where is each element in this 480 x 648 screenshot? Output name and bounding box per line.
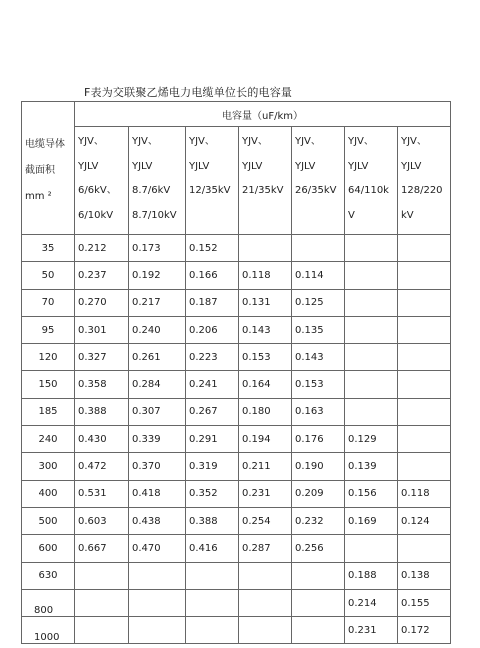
capacitance-value-cell — [292, 235, 345, 262]
capacitance-value-cell: 0.187 — [186, 289, 239, 316]
table-row — [22, 507, 451, 534]
capacitance-value-cell: 0.194 — [239, 426, 292, 453]
column-header-2 — [129, 127, 186, 235]
capacitance-value-cell: 0.206 — [186, 316, 239, 343]
column-header-5-line-2: YJLV — [295, 160, 316, 172]
capacitance-value-cell: 0.180 — [239, 398, 292, 425]
capacitance-value-cell: 0.172 — [398, 617, 451, 644]
conductor-size-cell: 500 — [22, 507, 75, 534]
table-row — [22, 316, 451, 343]
capacitance-value-cell — [75, 589, 129, 616]
conductor-size-cell: 300 — [22, 453, 75, 480]
conductor-size-cell: 800 — [22, 589, 75, 616]
conductor-size-cell: 35 — [22, 235, 75, 262]
capacitance-value-cell — [398, 426, 451, 453]
conductor-size-cell: 150 — [22, 371, 75, 398]
size-header-line-2: 截面积 — [25, 165, 55, 176]
capacitance-value-cell: 0.531 — [75, 480, 129, 507]
capacitance-value-cell: 0.155 — [398, 589, 451, 616]
capacitance-header-cell: 电容量（uF/km） — [75, 102, 451, 127]
table-row — [22, 453, 451, 480]
table-row — [22, 589, 451, 616]
capacitance-value-cell: 0.254 — [239, 507, 292, 534]
capacitance-value-cell: 0.319 — [186, 453, 239, 480]
conductor-size-cell: 240 — [22, 426, 75, 453]
table-row — [22, 398, 451, 425]
capacitance-value-cell — [239, 589, 292, 616]
table-row — [22, 617, 451, 644]
capacitance-value-cell — [398, 235, 451, 262]
capacitance-value-cell: 0.188 — [345, 562, 398, 589]
capacitance-value-cell — [398, 344, 451, 371]
capacitance-value-cell: 0.164 — [239, 371, 292, 398]
capacitance-value-cell: 0.153 — [292, 371, 345, 398]
header-row-voltages — [22, 127, 451, 235]
capacitance-value-cell: 0.143 — [292, 344, 345, 371]
column-header-6-line-1: YJV、 — [348, 136, 374, 147]
table-row — [22, 562, 451, 589]
capacitance-value-cell — [292, 589, 345, 616]
conductor-size-cell: 50 — [22, 262, 75, 289]
capacitance-value-cell: 0.139 — [345, 453, 398, 480]
table-row — [22, 235, 451, 262]
capacitance-value-cell: 0.416 — [186, 535, 239, 562]
capacitance-value-cell — [239, 235, 292, 262]
column-header-1-line-3: 6/6kV、 — [78, 185, 117, 196]
capacitance-value-cell — [345, 262, 398, 289]
column-header-4-line-1: YJV、 — [242, 136, 268, 147]
table-row — [22, 426, 451, 453]
table-row — [22, 480, 451, 507]
column-header-5-line-1: YJV、 — [295, 136, 321, 147]
column-header-2-line-3: 8.7/6kV — [132, 185, 171, 196]
capacitance-value-cell: 0.388 — [186, 507, 239, 534]
column-header-7-line-1: YJV、 — [401, 136, 427, 147]
column-header-4-line-4 — [242, 204, 291, 229]
capacitance-value-cell: 0.231 — [239, 480, 292, 507]
capacitance-value-cell: 0.667 — [75, 535, 129, 562]
column-header-6-line-2: YJLV — [348, 160, 369, 172]
conductor-size-cell: 120 — [22, 344, 75, 371]
capacitance-value-cell — [398, 535, 451, 562]
capacitance-value-cell: 0.118 — [398, 480, 451, 507]
capacitance-value-cell: 0.173 — [129, 235, 186, 262]
capacitance-value-cell: 0.217 — [129, 289, 186, 316]
table-row — [22, 262, 451, 289]
capacitance-value-cell: 0.131 — [239, 289, 292, 316]
capacitance-value-cell — [398, 398, 451, 425]
capacitance-value-cell: 0.118 — [239, 262, 292, 289]
capacitance-value-cell — [239, 562, 292, 589]
column-header-4 — [239, 127, 292, 235]
capacitance-value-cell: 0.240 — [129, 316, 186, 343]
capacitance-value-cell: 0.430 — [75, 426, 129, 453]
capacitance-value-cell — [398, 371, 451, 398]
table-row — [22, 344, 451, 371]
capacitance-value-cell — [186, 617, 239, 644]
conductor-size-cell: 185 — [22, 398, 75, 425]
capacitance-value-cell: 0.125 — [292, 289, 345, 316]
column-header-1 — [75, 127, 129, 235]
capacitance-value-cell: 0.603 — [75, 507, 129, 534]
conductor-size-cell: 95 — [22, 316, 75, 343]
capacitance-value-cell — [129, 617, 186, 644]
column-header-7-line-2: YJLV — [401, 160, 422, 172]
column-header-3-line-2: YJLV — [189, 160, 210, 172]
capacitance-value-cell: 0.223 — [186, 344, 239, 371]
capacitance-value-cell: 0.231 — [345, 617, 398, 644]
capacitance-value-cell: 0.339 — [129, 426, 186, 453]
capacitance-value-cell: 0.327 — [75, 344, 129, 371]
capacitance-value-cell — [292, 617, 345, 644]
capacitance-value-cell: 0.241 — [186, 371, 239, 398]
table-title: F表为交联聚乙烯电力电缆单位长的电容量 — [84, 86, 293, 99]
capacitance-value-cell: 0.261 — [129, 344, 186, 371]
capacitance-table — [21, 101, 451, 644]
size-header-cell — [22, 102, 75, 235]
capacitance-value-cell: 0.301 — [75, 316, 129, 343]
capacitance-value-cell — [186, 562, 239, 589]
capacitance-value-cell: 0.256 — [292, 535, 345, 562]
capacitance-value-cell: 0.152 — [186, 235, 239, 262]
column-header-2-line-1: YJV、 — [132, 136, 158, 147]
capacitance-value-cell: 0.370 — [129, 453, 186, 480]
capacitance-value-cell: 0.472 — [75, 453, 129, 480]
capacitance-value-cell: 0.287 — [239, 535, 292, 562]
column-header-6 — [345, 127, 398, 235]
capacitance-value-cell — [345, 535, 398, 562]
capacitance-value-cell: 0.209 — [292, 480, 345, 507]
column-header-5-line-4 — [295, 204, 344, 229]
size-header-line-3: mm ² — [25, 191, 52, 202]
column-header-3-line-1: YJV、 — [189, 136, 215, 147]
capacitance-value-cell: 0.232 — [292, 507, 345, 534]
column-header-7-line-4: kV — [401, 209, 414, 221]
column-header-7-line-3: 128/220 — [401, 185, 443, 196]
table-row — [22, 371, 451, 398]
capacitance-value-cell — [186, 589, 239, 616]
conductor-size-cell: 600 — [22, 535, 75, 562]
capacitance-value-cell: 0.214 — [345, 589, 398, 616]
capacitance-value-cell: 0.192 — [129, 262, 186, 289]
capacitance-value-cell — [398, 453, 451, 480]
column-header-1-line-4: 6/10kV — [78, 209, 114, 221]
capacitance-value-cell: 0.143 — [239, 316, 292, 343]
column-header-3-line-4 — [189, 204, 238, 229]
column-header-5 — [292, 127, 345, 235]
capacitance-value-cell: 0.163 — [292, 398, 345, 425]
table-row — [22, 289, 451, 316]
conductor-size-cell: 1000 — [22, 617, 75, 644]
capacitance-value-cell: 0.307 — [129, 398, 186, 425]
capacitance-value-cell — [345, 398, 398, 425]
capacitance-value-cell: 0.358 — [75, 371, 129, 398]
conductor-size-cell: 70 — [22, 289, 75, 316]
capacitance-value-cell: 0.176 — [292, 426, 345, 453]
capacitance-value-cell — [345, 235, 398, 262]
capacitance-value-cell: 0.166 — [186, 262, 239, 289]
capacitance-value-cell — [345, 316, 398, 343]
column-header-1-line-2: YJLV — [78, 160, 99, 172]
capacitance-value-cell: 0.284 — [129, 371, 186, 398]
column-header-6-line-3: 64/110k — [348, 185, 389, 196]
capacitance-value-cell: 0.418 — [129, 480, 186, 507]
capacitance-value-cell: 0.138 — [398, 562, 451, 589]
capacitance-value-cell: 0.237 — [75, 262, 129, 289]
capacitance-value-cell — [398, 316, 451, 343]
capacitance-value-cell: 0.267 — [186, 398, 239, 425]
capacitance-value-cell: 0.124 — [398, 507, 451, 534]
capacitance-value-cell: 0.212 — [75, 235, 129, 262]
table-row — [22, 535, 451, 562]
capacitance-value-cell — [129, 589, 186, 616]
capacitance-value-cell: 0.291 — [186, 426, 239, 453]
column-header-7 — [398, 127, 451, 235]
capacitance-value-cell: 0.169 — [345, 507, 398, 534]
conductor-size-cell: 630 — [22, 562, 75, 589]
capacitance-value-cell: 0.114 — [292, 262, 345, 289]
capacitance-value-cell: 0.438 — [129, 507, 186, 534]
capacitance-value-cell — [129, 562, 186, 589]
column-header-4-line-3: 21/35kV — [242, 185, 284, 196]
capacitance-value-cell — [345, 289, 398, 316]
capacitance-value-cell: 0.129 — [345, 426, 398, 453]
capacitance-value-cell: 0.156 — [345, 480, 398, 507]
capacitance-value-cell — [398, 289, 451, 316]
column-header-4-line-2: YJLV — [242, 160, 263, 172]
capacitance-value-cell: 0.270 — [75, 289, 129, 316]
conductor-size-cell: 400 — [22, 480, 75, 507]
column-header-2-line-4: 8.7/10kV — [132, 209, 177, 221]
capacitance-value-cell: 0.190 — [292, 453, 345, 480]
capacitance-value-cell: 0.388 — [75, 398, 129, 425]
column-header-1-line-1: YJV、 — [78, 136, 104, 147]
column-header-2-line-2: YJLV — [132, 160, 153, 172]
capacitance-value-cell — [292, 562, 345, 589]
capacitance-value-cell — [345, 371, 398, 398]
size-header-line-1: 电缆导体 — [25, 139, 65, 150]
capacitance-value-cell — [239, 617, 292, 644]
capacitance-value-cell: 0.135 — [292, 316, 345, 343]
capacitance-value-cell — [75, 617, 129, 644]
capacitance-value-cell — [398, 262, 451, 289]
column-header-3 — [186, 127, 239, 235]
capacitance-value-cell: 0.470 — [129, 535, 186, 562]
capacitance-value-cell: 0.211 — [239, 453, 292, 480]
column-header-6-line-4: V — [348, 209, 355, 221]
column-header-5-line-3: 26/35kV — [295, 185, 337, 196]
header-row-top — [22, 102, 451, 127]
column-header-3-line-3: 12/35kV — [189, 185, 231, 196]
capacitance-value-cell: 0.153 — [239, 344, 292, 371]
capacitance-value-cell — [345, 344, 398, 371]
capacitance-value-cell: 0.352 — [186, 480, 239, 507]
capacitance-value-cell — [75, 562, 129, 589]
